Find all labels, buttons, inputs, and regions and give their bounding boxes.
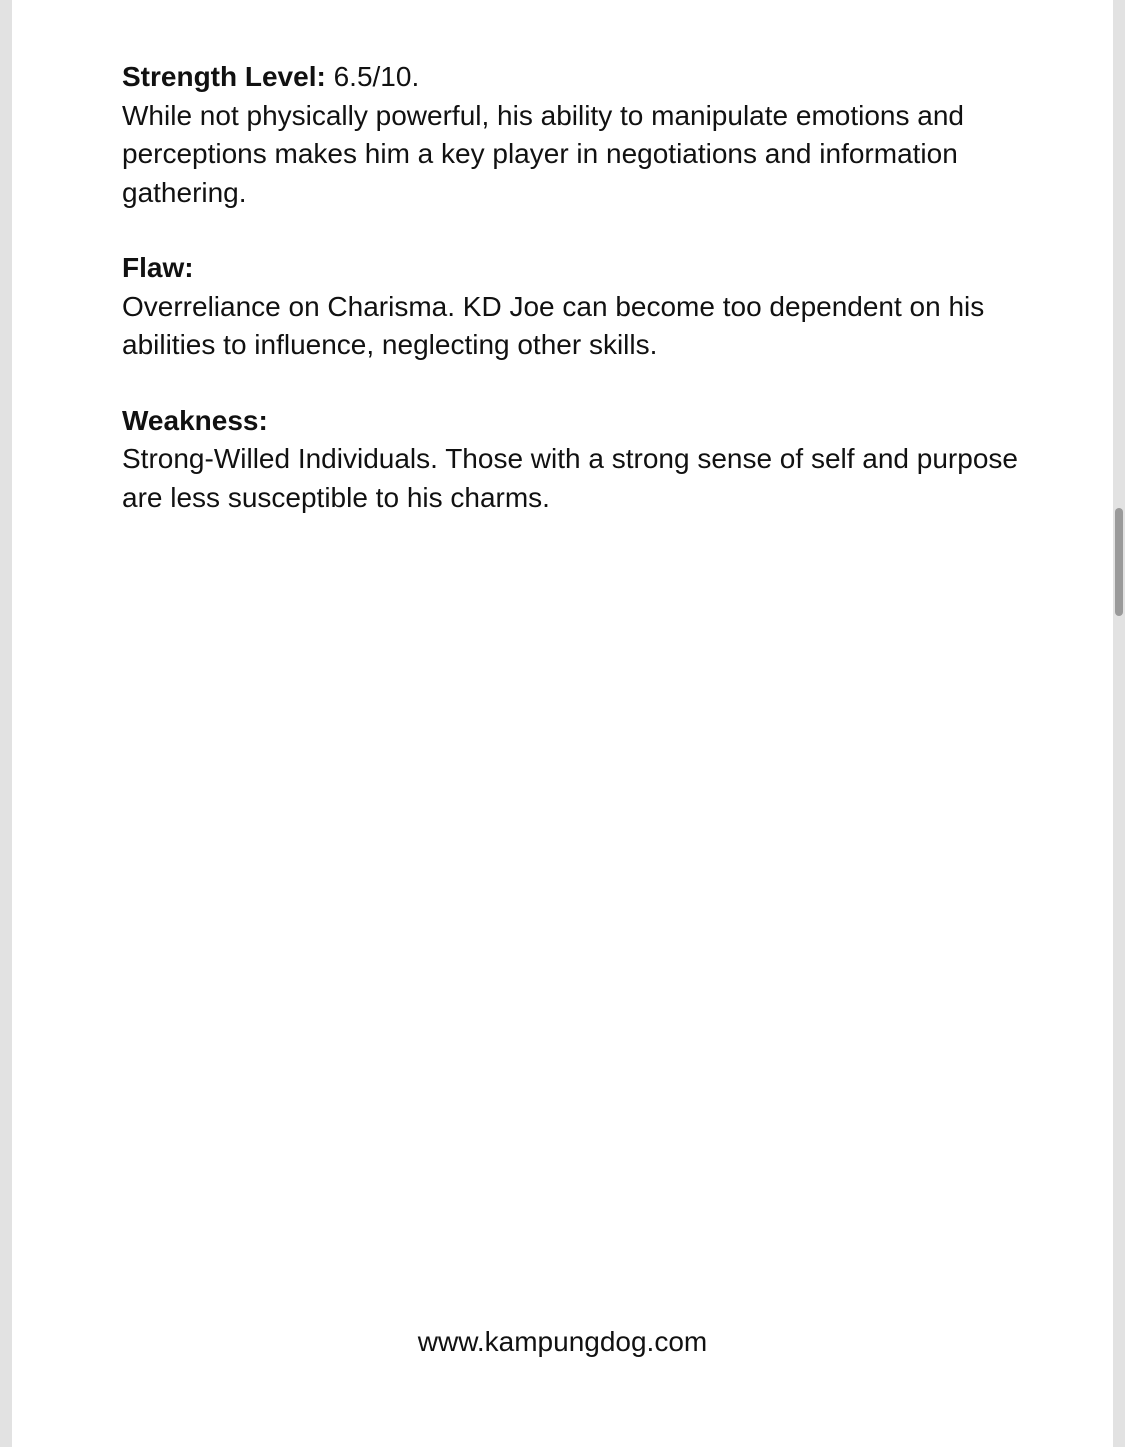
- page-content: [122, 58, 1022, 554]
- scrollbar-thumb[interactable]: [1115, 508, 1123, 616]
- footer-url[interactable]: www.kampungdog.com: [417, 1326, 708, 1357]
- weakness-description: Strong-Willed Individuals. Those with a strong sense of self and purpose are less susceptible to his charms.: [122, 443, 1018, 513]
- strength-section: [122, 58, 1022, 212]
- flaw-section: [122, 249, 1022, 365]
- flaw-description: Overreliance on Charisma. KD Joe can become too dependent on his abilities to influence, neglecting other skills.: [122, 290, 985, 360]
- strength-value: 6.5/10.: [325, 61, 420, 92]
- flaw-label: Flaw:: [122, 252, 194, 283]
- strength-description: While not physically powerful, his ability to manipulate emotions and perceptions makes him a key player in negotiations and information gathering.: [122, 99, 964, 208]
- weakness-label: Weakness:: [122, 404, 268, 436]
- strength-label: Strength Level:: [122, 61, 326, 92]
- weakness-section: [122, 402, 1022, 518]
- vertical-scrollbar[interactable]: [1113, 0, 1125, 1447]
- document-page: [12, 0, 1113, 1447]
